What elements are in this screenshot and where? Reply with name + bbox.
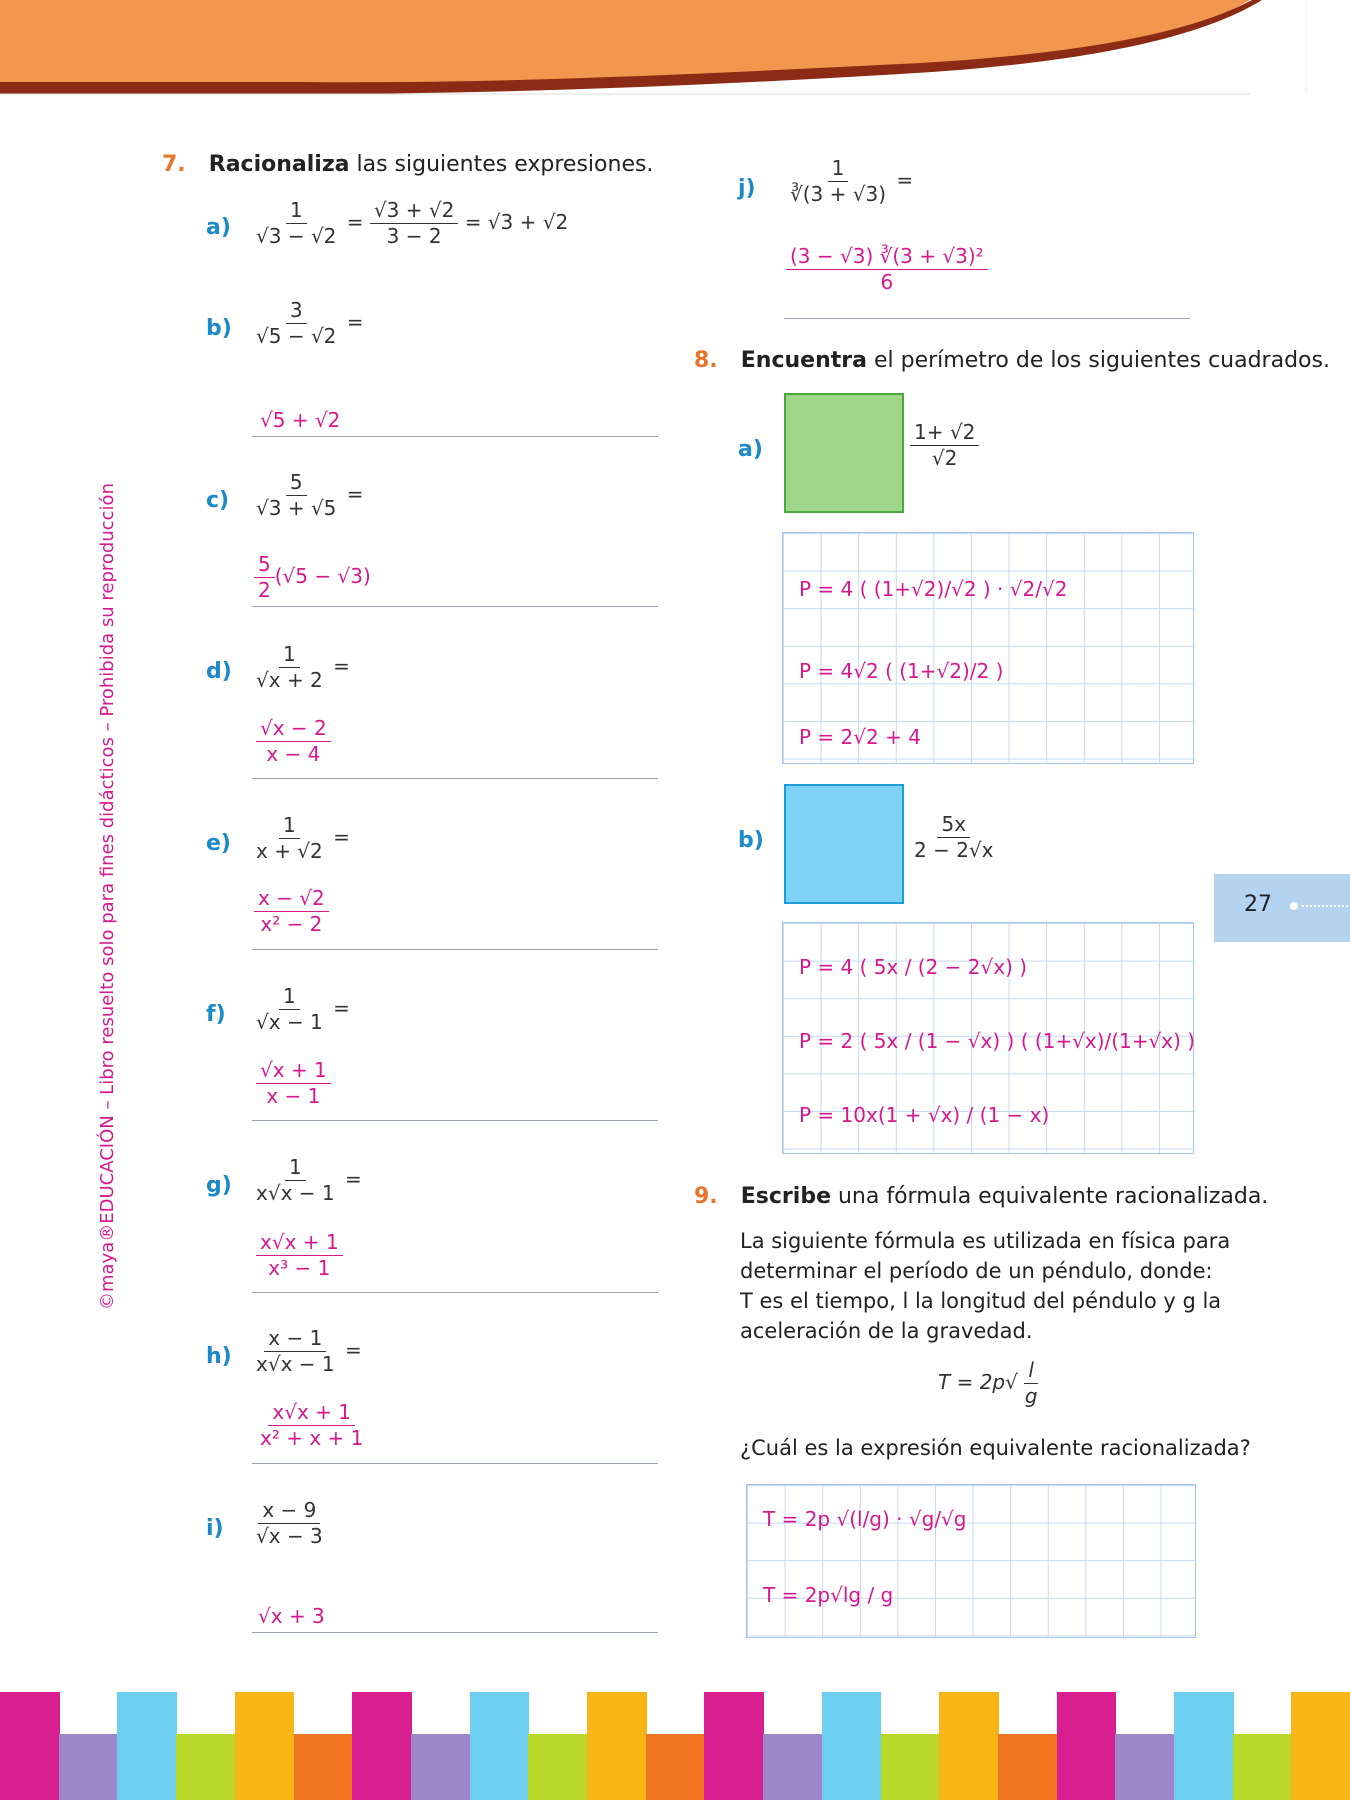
exercise-verb: Escribe xyxy=(740,1184,831,1209)
color-bar xyxy=(704,1692,764,1800)
item-g-answer: $\frac{x√x + 1}{\text{x³ − 1}}$ xyxy=(252,1230,658,1293)
color-bar xyxy=(1115,1734,1175,1800)
item-c-answer: $\frac{5}{2}$ (√5 − √3) xyxy=(252,552,658,607)
side-copyright: ©maya®EDUCACIÓN – Libro resuelto solo para fines didácticos – Prohibida su reproducción xyxy=(97,483,118,1310)
item-c-label: c) xyxy=(206,488,230,513)
exercise-9-question: ¿Cuál es la expresión equivalente racionalizada? xyxy=(740,1436,1251,1460)
item-i-answer: √x + 3 xyxy=(252,1604,658,1633)
exercise-9-paragraph: La siguiente fórmula es utilizada en física para determinar el período de un péndulo, donde: T es el tiempo, l la longitud del péndulo y g la aceleración de la gravedad. xyxy=(740,1229,1231,1343)
item-d-expression: $\frac{1}{√x + 2}$ = xyxy=(256,642,350,692)
item-i-expression: $\frac{x - 9}{√x - 3}$ xyxy=(256,1498,323,1548)
color-bar xyxy=(1174,1692,1234,1800)
color-bar xyxy=(1057,1692,1117,1800)
square-a-side: $\frac{1+ √2}{√2}$ xyxy=(910,420,979,471)
page-dot xyxy=(1290,902,1298,910)
item-a-label: a) xyxy=(206,215,231,240)
grid-line: T = 2p√lg / g xyxy=(763,1583,894,1607)
item-j-answer: $\frac{\text{(3 − √3) ∛(3 + √3)²}}{6}$ xyxy=(784,244,1190,319)
color-bar xyxy=(939,1692,999,1800)
grid-line: P = 4 ( (1+√2)/√2 ) · √2/√2 xyxy=(799,577,1068,601)
color-bar xyxy=(59,1734,119,1800)
color-bar xyxy=(176,1734,236,1800)
grid-line: P = 2 ( 5x / (1 − √x) ) ( (1+√x)/(1+√x) ) xyxy=(799,1029,1196,1053)
color-bar xyxy=(470,1692,530,1800)
grid-line: P = 2√2 + 4 xyxy=(799,725,921,749)
item-h-answer: $\frac{x√x + 1}{\text{x² + x + 1}}$ xyxy=(252,1400,658,1464)
item-h-label: h) xyxy=(206,1344,232,1369)
item-b-label: b) xyxy=(206,316,232,341)
color-bar xyxy=(1291,1692,1350,1800)
page-number: 27 xyxy=(1244,892,1272,917)
color-bar xyxy=(763,1734,823,1800)
color-bar xyxy=(294,1734,354,1800)
item-j-expression: $\frac{1}{∛(3 + √3)}$ = xyxy=(790,156,914,206)
exercise-number: 8. xyxy=(694,348,718,373)
item-e-answer: $\frac{x - √2}{\text{x² − 2}}$ xyxy=(252,886,658,950)
color-bar xyxy=(235,1692,295,1800)
exercise-instruction: las siguientes expresiones. xyxy=(349,152,654,177)
square-a-grid xyxy=(782,532,1194,764)
color-bar xyxy=(881,1734,941,1800)
item-e-expression: $\frac{1}{x + √2}$ = xyxy=(256,813,350,863)
square-b-side: $\frac{5x}{2 - 2√x}$ xyxy=(914,812,994,862)
item-g-label: g) xyxy=(206,1173,232,1198)
exercise-9-grid xyxy=(746,1484,1196,1638)
exercise-9-header xyxy=(694,1184,1268,1209)
grid-line: P = 4√2 ( (1+√2)/2 ) xyxy=(799,659,1004,683)
exercise-number: 9. xyxy=(694,1184,718,1209)
exercise-instruction: una fórmula equivalente racionalizada. xyxy=(831,1184,1269,1209)
grid-line: P = 10x(1 + √x) / (1 − x) xyxy=(799,1103,1050,1127)
page-number-tab xyxy=(1214,874,1350,942)
color-bar xyxy=(528,1734,588,1800)
exercise-8-header xyxy=(694,348,1330,373)
color-bar xyxy=(411,1734,471,1800)
item-h-expression: $\frac{x - 1}{x√x - 1}$ = xyxy=(256,1326,362,1376)
item-b-answer: √5 + √2 xyxy=(252,408,658,437)
page-dots-line xyxy=(1302,905,1348,907)
color-bar xyxy=(1233,1734,1293,1800)
pendulum-formula: T = 2p√ $\frac{l}{g}$ xyxy=(938,1358,1038,1408)
item-d-label: d) xyxy=(206,659,232,684)
square-b-grid xyxy=(782,922,1194,1154)
exercise-verb: Encuentra xyxy=(740,348,867,373)
item-g-expression: $\frac{1}{x√x - 1}$ = xyxy=(256,1155,362,1205)
color-bar xyxy=(587,1692,647,1800)
top-banner xyxy=(0,0,1350,100)
color-bar xyxy=(822,1692,882,1800)
square-b-label: b) xyxy=(738,828,764,853)
color-bar xyxy=(117,1692,177,1800)
color-bar xyxy=(0,1692,60,1800)
item-a-expression: $\frac{1}{√3 - √2}$ = $\frac{√3 + √2}{3 - 2}$ = √3 + √2 xyxy=(256,198,569,248)
item-f-label: f) xyxy=(206,1002,226,1027)
square-a xyxy=(784,393,904,513)
item-j-label: j) xyxy=(738,176,756,201)
item-e-label: e) xyxy=(206,831,231,856)
exercise-number: 7. xyxy=(162,152,186,177)
exercise-instruction: el perímetro de los siguientes cuadrados. xyxy=(866,348,1330,373)
bottom-color-bars xyxy=(0,1692,1350,1800)
item-b-expression: $\frac{3}{√5 - √2}$ = xyxy=(256,298,364,348)
color-bar xyxy=(646,1734,706,1800)
item-f-answer: $\frac{√x + 1}{x - 1}$ xyxy=(252,1058,658,1121)
item-d-answer: $\frac{√x - 2}{x - 4}$ xyxy=(252,716,658,779)
color-bar xyxy=(998,1734,1058,1800)
grid-line: P = 4 ( 5x / (2 − 2√x) ) xyxy=(799,955,1028,979)
square-a-label: a) xyxy=(738,437,763,462)
item-c-expression: $\frac{5}{√3 + √5}$ = xyxy=(256,470,364,520)
square-b xyxy=(784,784,904,904)
grid-line: T = 2p √(l/g) · √g/√g xyxy=(763,1507,967,1531)
color-bar xyxy=(352,1692,412,1800)
item-i-label: i) xyxy=(206,1516,224,1541)
item-f-expression: $\frac{1}{√x - 1}$ = xyxy=(256,984,350,1034)
exercise-7-header xyxy=(162,152,653,177)
exercise-verb: Racionaliza xyxy=(208,152,350,177)
